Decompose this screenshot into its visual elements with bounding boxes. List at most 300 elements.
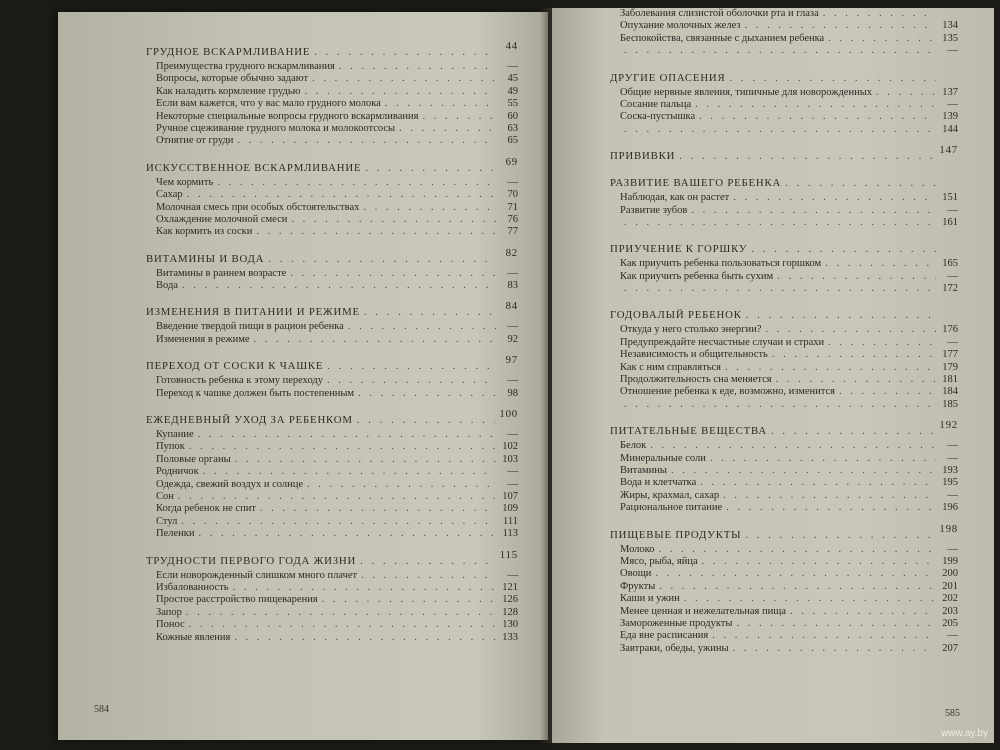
- dot-leader: [659, 544, 937, 556]
- dot-leader: [679, 150, 935, 162]
- toc-section-heading: [610, 243, 958, 256]
- page-number: 135: [942, 32, 958, 44]
- section-title: ГРУДНОЕ ВСКАРМЛИВАНИЕ: [146, 46, 311, 58]
- page-number: 134: [942, 20, 958, 32]
- page-number: —: [947, 336, 958, 348]
- page-number: 55: [507, 98, 518, 110]
- toc-entry: [146, 454, 518, 466]
- entry-title: Молочная смесь при особых обстоятельствах: [156, 201, 360, 213]
- dot-leader: [825, 258, 936, 270]
- dot-leader: [776, 374, 936, 386]
- dot-leader: [237, 135, 496, 147]
- page-number: 137: [942, 86, 958, 98]
- dot-leader: [839, 386, 936, 398]
- entry-title: Развитие зубов: [620, 204, 688, 216]
- toc-entry: [610, 490, 958, 502]
- page-number: 193: [942, 464, 958, 476]
- entry-title: Витамины: [620, 464, 667, 476]
- section-title: ТРУДНОСТИ ПЕРВОГО ГОДА ЖИЗНИ: [146, 554, 357, 567]
- dot-leader: [186, 607, 496, 619]
- toc-entry: [146, 268, 518, 280]
- page-number: —: [947, 270, 958, 282]
- page-number: 139: [942, 111, 958, 123]
- dot-leader: [198, 528, 496, 540]
- toc-entry: [146, 61, 518, 73]
- right-toc: [610, 8, 958, 655]
- page-number: 151: [942, 192, 958, 204]
- toc-entry: [610, 568, 958, 580]
- toc-entry: [146, 619, 518, 631]
- toc-entry: [610, 502, 958, 514]
- dot-leader: [745, 529, 935, 541]
- dot-leader: [785, 177, 936, 189]
- entry-title: Как приучить ребенка быть сухим: [620, 270, 774, 282]
- dot-leader: [726, 502, 936, 514]
- toc-entry: [146, 632, 518, 644]
- dot-leader: [624, 217, 936, 229]
- dot-leader: [304, 86, 496, 98]
- toc-entry: [146, 570, 518, 582]
- entry-title: Стул: [156, 515, 178, 527]
- dot-leader: [187, 189, 496, 201]
- page-number: 133: [502, 631, 518, 643]
- toc-entry: [610, 386, 958, 398]
- dot-leader: [233, 582, 496, 594]
- toc-entry: [610, 111, 958, 123]
- dot-leader: [234, 632, 496, 644]
- dot-leader: [691, 205, 936, 217]
- dot-leader: [624, 124, 936, 136]
- entry-title: Вопросы, которые обычно задают: [156, 73, 309, 85]
- dot-leader: [314, 46, 496, 58]
- dot-leader: [357, 414, 496, 426]
- dot-leader: [699, 111, 936, 123]
- page-number: 100: [499, 408, 518, 421]
- page-number: 115: [499, 548, 518, 561]
- dot-leader: [198, 429, 496, 441]
- dot-leader: [385, 98, 496, 110]
- dot-leader: [181, 516, 496, 528]
- dot-leader: [655, 568, 936, 580]
- page-number: 70: [507, 189, 518, 201]
- entry-title: Кожные явления: [156, 631, 231, 643]
- dot-leader: [745, 20, 936, 32]
- dot-leader: [765, 324, 936, 336]
- toc-entry: [610, 453, 958, 465]
- toc-entry: [146, 582, 518, 594]
- dot-leader: [790, 606, 936, 618]
- entry-title: Предупреждайте несчастные случаи и страхи: [620, 336, 825, 348]
- page-number: 176: [942, 324, 958, 336]
- entry-title: Когда ребенок не спит: [156, 503, 256, 515]
- page-number: —: [507, 466, 518, 478]
- toc-section-heading: [146, 408, 518, 427]
- toc-entry: [610, 217, 958, 229]
- page-number: 207: [942, 642, 958, 654]
- entry-title: Мясо, рыба, яйца: [620, 555, 698, 567]
- dot-leader: [178, 491, 496, 503]
- page-number: 109: [502, 503, 518, 515]
- entry-title: Заболевания слизистой оболочки рта и глаза: [620, 8, 819, 19]
- dot-leader: [364, 306, 496, 318]
- watermark: www.ay.by: [940, 728, 988, 739]
- dot-leader: [730, 72, 936, 84]
- toc-entry: [146, 135, 518, 147]
- entry-title: Ручное сцеживание грудного молока и молокоотсосы: [156, 122, 396, 134]
- dot-leader: [361, 570, 496, 582]
- entry-title: Как приучить ребенка пользоваться горшком: [620, 258, 822, 270]
- page-number: 77: [507, 226, 518, 238]
- dot-leader: [322, 594, 496, 606]
- dot-leader: [422, 111, 496, 123]
- entry-title: Каши и ужин: [620, 593, 680, 605]
- page-number: —: [507, 478, 518, 490]
- page-number: 103: [502, 453, 518, 465]
- dot-leader: [751, 243, 936, 255]
- page-number: —: [507, 429, 518, 441]
- section-title: ПЕРЕХОД ОТ СОСКИ К ЧАШКЕ: [146, 360, 324, 373]
- dot-leader: [700, 477, 936, 489]
- dot-leader: [823, 8, 936, 20]
- section-title: ИЗМЕНЕНИЯ В ПИТАНИИ И РЕЖИМЕ: [146, 306, 360, 319]
- dot-leader: [650, 440, 936, 452]
- dot-leader: [876, 87, 936, 99]
- dot-leader: [254, 334, 496, 346]
- entry-title: Родничок: [156, 466, 199, 478]
- dot-leader: [777, 271, 936, 283]
- page-number: —: [947, 98, 958, 110]
- toc-entry: [610, 477, 958, 489]
- entry-title: Отношение ребенка к еде, возможно, изменится: [620, 386, 835, 398]
- entry-title: Беспокойства, связанные с дыханием ребенка: [620, 32, 825, 44]
- toc-entry: [146, 98, 518, 110]
- page-number: —: [947, 543, 958, 555]
- dot-leader: [339, 61, 496, 73]
- dot-leader: [327, 375, 496, 387]
- dot-leader: [268, 253, 496, 265]
- page-number: —: [507, 569, 518, 581]
- page-number: 165: [942, 258, 958, 270]
- toc-entry: [146, 214, 518, 226]
- section-title: ИСКУССТВЕННОЕ ВСКАРМЛИВАНИЕ: [146, 161, 362, 174]
- toc-entry: [610, 45, 958, 57]
- toc-entry: [610, 8, 958, 20]
- toc-entry: [146, 388, 518, 400]
- page-number: 121: [502, 581, 518, 593]
- toc-entry: [610, 399, 958, 411]
- toc-section-heading: [610, 72, 958, 85]
- dot-leader: [327, 360, 496, 372]
- toc-section-heading: [146, 300, 518, 319]
- section-title: ЕЖЕДНЕВНЫЙ УХОД ЗА РЕБЕНКОМ: [146, 414, 353, 427]
- entry-title: Завтраки, обеды, ужины: [620, 642, 729, 654]
- entry-title: Введение твердой пищи в рацион ребенка: [156, 321, 344, 333]
- dot-leader: [771, 425, 935, 437]
- toc-entry: [610, 593, 958, 605]
- toc-entry: [146, 491, 518, 503]
- entry-title: Половые органы: [156, 453, 231, 465]
- toc-entry: [610, 283, 958, 295]
- dot-leader: [290, 268, 496, 280]
- toc-entry: [610, 606, 958, 618]
- page-number: —: [947, 489, 958, 501]
- toc-entry: [146, 516, 518, 528]
- entry-title: Сосание пальца: [620, 98, 692, 110]
- page-number: 203: [942, 605, 958, 617]
- page-number: 102: [502, 441, 518, 453]
- entry-title: Чем кормить: [156, 176, 214, 188]
- page-number: 177: [942, 349, 958, 361]
- page-number: 199: [942, 555, 958, 567]
- entry-title: Минеральные соли: [620, 452, 706, 464]
- dot-leader: [260, 503, 496, 515]
- toc-entry: [610, 192, 958, 204]
- toc-entry: [146, 375, 518, 387]
- toc-entry: [610, 440, 958, 452]
- entry-title: Опухание молочных желез: [620, 20, 741, 32]
- dot-leader: [710, 453, 936, 465]
- page-number: 200: [942, 568, 958, 580]
- page-number: 130: [502, 619, 518, 631]
- page-number: —: [507, 321, 518, 333]
- page-number: 107: [502, 490, 518, 502]
- dot-leader: [725, 362, 936, 374]
- toc-entry: [610, 271, 958, 283]
- toc-entry: [610, 643, 958, 655]
- toc-entry: [610, 362, 958, 374]
- entry-title: Наблюдая, как он растет: [620, 192, 730, 204]
- page-number: 126: [502, 594, 518, 606]
- entry-title: Как наладить кормление грудью: [156, 85, 301, 97]
- toc-entry: [146, 607, 518, 619]
- entry-title: Белок: [620, 440, 647, 452]
- entry-title: Соска-пустышка: [620, 111, 696, 123]
- page-number: 71: [507, 201, 518, 213]
- toc-section-heading: [146, 354, 518, 373]
- toc-section-heading: [146, 548, 518, 568]
- toc-entry: [610, 465, 958, 477]
- dot-leader: [182, 280, 496, 292]
- page-number: 161: [942, 216, 958, 228]
- entry-title: Пеленки: [156, 528, 195, 540]
- toc-entry: [610, 87, 958, 99]
- toc-entry: [610, 618, 958, 630]
- page-number: 192: [939, 419, 958, 432]
- toc-entry: [146, 441, 518, 453]
- page-number: 205: [942, 617, 958, 629]
- dot-leader: [828, 337, 936, 349]
- toc-entry: [610, 374, 958, 386]
- entry-title: Охлаждение молочной смеси: [156, 213, 288, 225]
- page-number: 144: [942, 123, 958, 135]
- toc-entry: [146, 334, 518, 346]
- toc-entry: [610, 205, 958, 217]
- toc-entry: [610, 33, 958, 45]
- dot-leader: [189, 619, 496, 631]
- toc-entry: [146, 177, 518, 189]
- entry-title: Независимость и общительность: [620, 349, 768, 361]
- entry-title: Сон: [156, 490, 174, 502]
- dot-leader: [684, 593, 936, 605]
- page-number: 179: [942, 361, 958, 373]
- entry-title: Продолжительность сна меняется: [620, 374, 772, 386]
- dot-leader: [695, 99, 936, 111]
- page-number: 97: [505, 354, 518, 367]
- entry-title: Витамины в раннем возрасте: [156, 267, 287, 279]
- entry-title: Пупок: [156, 441, 185, 453]
- dot-leader: [746, 309, 936, 321]
- dot-leader: [291, 214, 496, 226]
- toc-entry: [146, 73, 518, 85]
- dot-leader: [736, 618, 936, 630]
- entry-title: Жиры, крахмал, сахар: [620, 489, 720, 501]
- page-number: 63: [507, 122, 518, 134]
- page-number: —: [507, 375, 518, 387]
- page-number: 128: [502, 606, 518, 618]
- page-number: 65: [507, 135, 518, 147]
- page-number: 60: [507, 110, 518, 122]
- section-title: ПРИУЧЕНИЕ К ГОРШКУ: [610, 243, 748, 256]
- page-number: 184: [942, 386, 958, 398]
- dot-leader: [358, 388, 496, 400]
- entry-title: Изменения в режиме: [156, 333, 250, 345]
- dot-leader: [312, 73, 496, 85]
- entry-title: Если вам кажется, что у вас мало грудного молока: [156, 98, 381, 110]
- entry-title: Переход к чашке должен быть постепенным: [156, 387, 355, 399]
- left-page-number: 584: [94, 704, 109, 715]
- toc-entry: [610, 99, 958, 111]
- dot-leader: [671, 465, 936, 477]
- page-number: —: [507, 267, 518, 279]
- entry-title: Замороженные продукты: [620, 617, 733, 629]
- section-title: ПИТАТЕЛЬНЫЕ ВЕЩЕСТВА: [610, 425, 767, 438]
- dot-leader: [399, 123, 496, 135]
- entry-title: Одежда, свежий воздух и солнце: [156, 478, 304, 490]
- page-number: 69: [505, 155, 518, 168]
- page-number: 201: [942, 580, 958, 592]
- toc-entry: [610, 258, 958, 270]
- page-number: 84: [505, 300, 518, 313]
- toc-entry: [146, 202, 518, 214]
- toc-entry: [146, 503, 518, 515]
- toc-entry: [146, 189, 518, 201]
- section-title: ПИЩЕВЫЕ ПРОДУКТЫ: [610, 528, 742, 541]
- page-number: 76: [507, 213, 518, 225]
- toc-entry: [146, 280, 518, 292]
- dot-leader: [733, 192, 936, 204]
- entry-title: Как с ним справляться: [620, 361, 721, 373]
- page-number: —: [947, 452, 958, 464]
- dot-leader: [712, 630, 936, 642]
- dot-leader: [360, 555, 496, 567]
- dot-leader: [256, 226, 496, 238]
- toc-entry: [146, 479, 518, 491]
- dot-leader: [624, 283, 936, 295]
- dot-leader: [189, 441, 496, 453]
- page-number: —: [947, 440, 958, 452]
- toc-entry: [610, 20, 958, 32]
- page-number: 172: [942, 283, 958, 295]
- entry-title: Фрукты: [620, 580, 656, 592]
- page-number: 49: [507, 85, 518, 97]
- page-number: 147: [939, 144, 958, 157]
- section-title: ВИТАМИНЫ И ВОДА: [146, 252, 265, 265]
- toc-entry: [146, 123, 518, 135]
- entry-title: Вода: [156, 280, 178, 292]
- entry-title: Рациональное питание: [620, 502, 723, 514]
- entry-title: Купание: [156, 429, 194, 441]
- entry-title: Как кормить из соски: [156, 226, 253, 238]
- entry-title: Готовность ребенка к этому переходу: [156, 375, 324, 387]
- toc-entry: [610, 556, 958, 568]
- entry-title: Запор: [156, 606, 182, 618]
- dot-leader: [307, 479, 496, 491]
- dot-leader: [203, 466, 496, 478]
- toc-entry: [146, 111, 518, 123]
- toc-section-heading: [610, 144, 958, 163]
- entry-title: Если новорожденный слишком много плачет: [156, 569, 358, 581]
- toc-entry: [146, 528, 518, 540]
- entry-title: Общие нервные явления, типичные для новорожденных: [620, 86, 872, 98]
- toc-section-heading: [610, 522, 958, 542]
- right-page-number: 585: [945, 708, 960, 719]
- page-number: 195: [942, 477, 958, 489]
- left-toc: [146, 38, 518, 644]
- dot-leader: [235, 454, 496, 466]
- entry-title: Откуда у него столько энергии?: [620, 324, 762, 336]
- toc-entry: [610, 630, 958, 642]
- entry-title: Сахар: [156, 189, 183, 201]
- page-number: 111: [503, 515, 518, 527]
- page-number: 83: [507, 280, 518, 292]
- page-number: —: [507, 61, 518, 72]
- page-number: 181: [942, 374, 958, 386]
- entry-title: Отнятие от груди: [156, 135, 234, 147]
- toc-entry: [146, 226, 518, 238]
- dot-leader: [733, 643, 937, 655]
- toc-entry: [146, 429, 518, 441]
- dot-leader: [772, 349, 936, 361]
- dot-leader: [624, 399, 936, 411]
- dot-leader: [624, 45, 936, 57]
- toc-section-heading: [610, 177, 958, 190]
- toc-section-heading: [610, 419, 958, 438]
- page-number: —: [947, 630, 958, 642]
- left-page: [58, 12, 548, 740]
- entry-title: Некоторые специальные вопросы грудного вскармливания: [156, 110, 419, 122]
- section-title: ГОДОВАЛЫЙ РЕБЕНОК: [610, 309, 742, 322]
- dot-leader: [217, 177, 496, 189]
- entry-title: Преимущества грудного вскармливания: [156, 61, 335, 72]
- entry-title: Простое расстройство пищеварения: [156, 594, 318, 606]
- dot-leader: [365, 162, 496, 174]
- entry-title: Менее ценная и нежелательная пища: [620, 605, 786, 617]
- page-number: 82: [505, 246, 518, 259]
- toc-entry: [610, 324, 958, 336]
- toc-entry: [610, 349, 958, 361]
- section-title: ДРУГИЕ ОПАСЕНИЯ: [610, 71, 726, 84]
- entry-title: Понос: [156, 619, 185, 631]
- dot-leader: [828, 33, 936, 45]
- toc-entry: [146, 466, 518, 478]
- section-title: ПРИВИВКИ: [610, 150, 676, 163]
- toc-entry: [146, 321, 518, 333]
- toc-entry: [610, 581, 958, 593]
- page-number: 196: [942, 502, 958, 514]
- dot-leader: [702, 556, 936, 568]
- entry-title: Молоко: [620, 543, 655, 555]
- page-number: —: [947, 45, 958, 57]
